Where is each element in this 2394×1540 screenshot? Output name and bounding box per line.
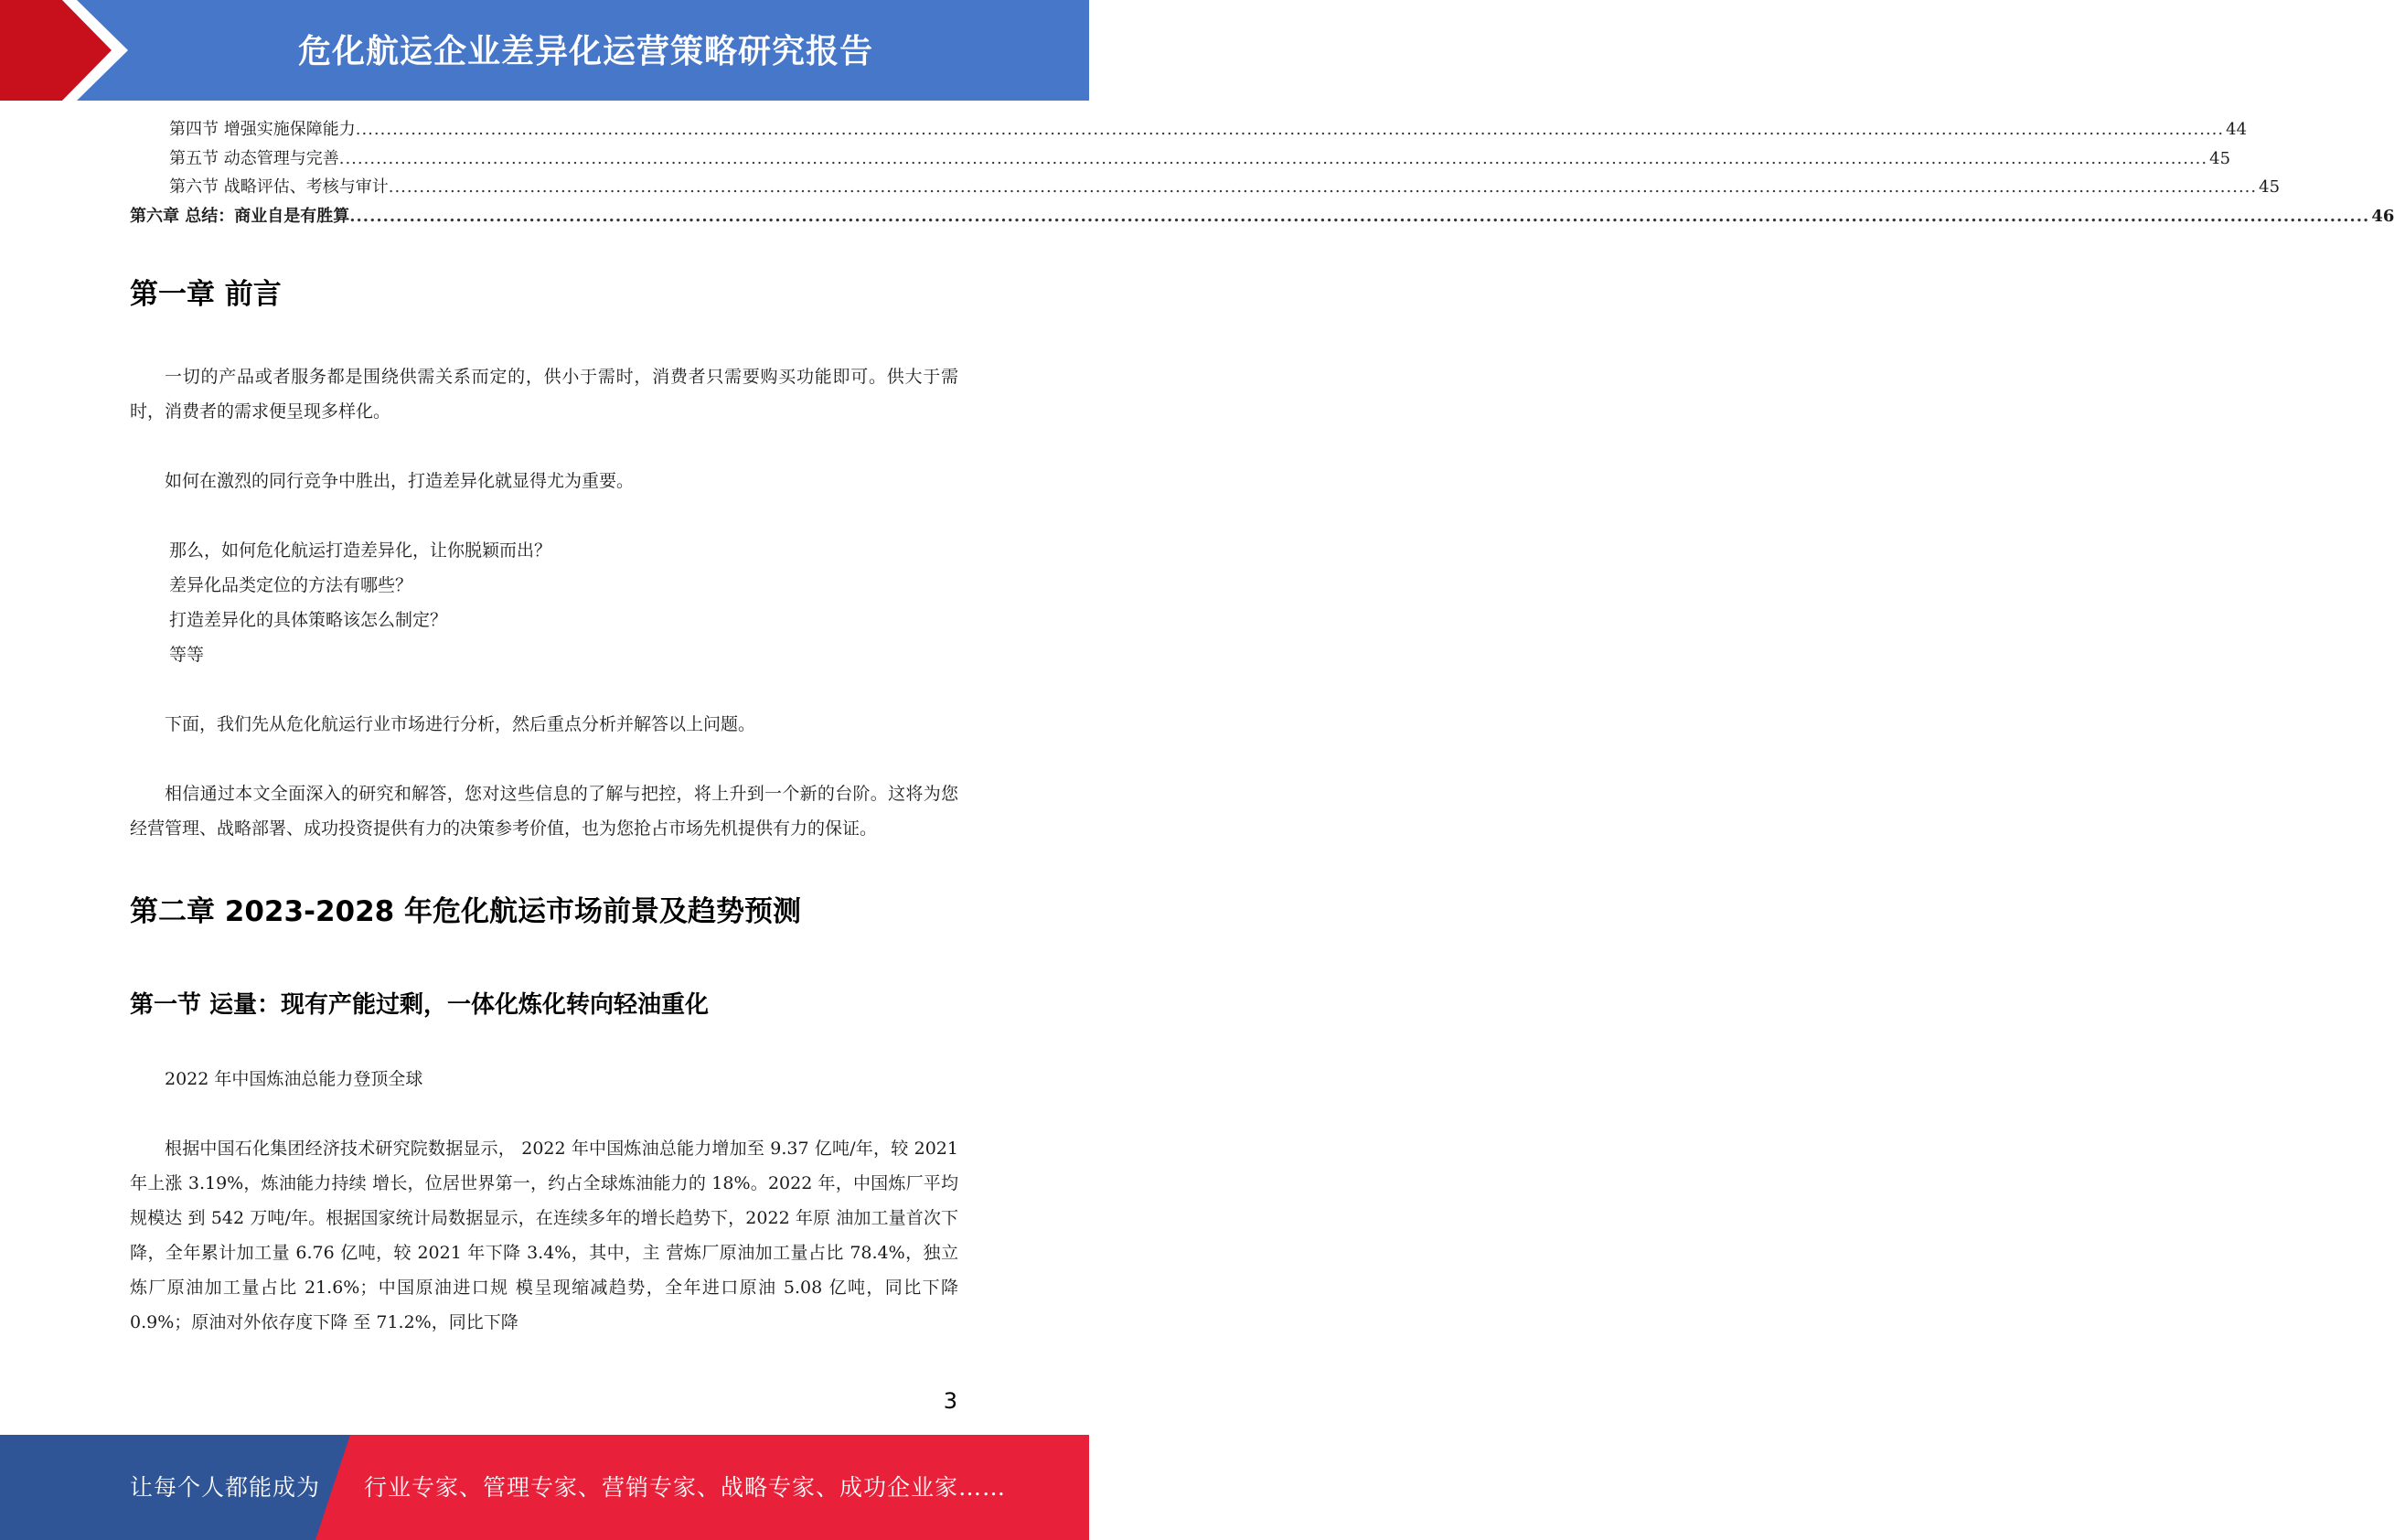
paragraph: 下面，我们先从危化航运行业市场进行分析，然后重点分析并解答以上问题。 (165, 714, 756, 734)
footer-slogan-right: 行业专家、管理专家、营销专家、战略专家、成功企业家…… (364, 1474, 1007, 1501)
subtitle: 2022 年中国炼油总能力登顶全球 (165, 1069, 423, 1089)
toc-leader-dots (389, 173, 2257, 202)
toc-entry-text: 第六节 战略评估、考核与审计 (169, 177, 389, 197)
toc-entry-text: 第六章 总结：商业自是有胜算 (130, 206, 350, 226)
toc-leader-dots (349, 202, 2369, 231)
toc-leader-dots (339, 144, 2207, 174)
question-list (130, 533, 958, 672)
question-item: 差异化品类定位的方法有哪些？ (169, 575, 413, 595)
toc-entry-text: 第五节 动态管理与完善 (169, 148, 339, 168)
chapter-2-heading: 第二章 2023-2028 年危化航运市场前景及趋势预测 (130, 895, 802, 928)
toc-page-number: 44 (2226, 120, 2248, 139)
table-of-contents (130, 115, 2394, 230)
toc-entry-chapter[interactable] (130, 202, 2394, 231)
paragraph: 如何在激烈的同行竞争中胜出，打造差异化就显得尤为重要。 (165, 471, 635, 491)
toc-entry[interactable] (130, 115, 2248, 144)
toc-entry[interactable] (130, 144, 2231, 174)
footer-banner (0, 1435, 1089, 1540)
question-item: 那么，如何危化航运打造差异化，让你脱颖而出？ (169, 540, 552, 561)
toc-page-number: 45 (2209, 148, 2231, 168)
section-heading: 第一节 运量：现有产能过剩，一体化炼化转向轻油重化 (130, 991, 710, 1019)
chapter-1-heading: 第一章 前言 (130, 278, 282, 311)
toc-entry-text: 第四节 增强实施保障能力 (169, 120, 356, 139)
paragraph: 根据中国石化集团经济技术研究院数据显示， 2022 年中国炼油总能力增加至 9.37 亿吨/年，较 2021 年上涨 3.19%，炼油能力持续 增长，位居世界第一，约占全球炼油能力的 18%。2022 年，中国炼厂平均规模达 到 542 万吨/年。根据国家统计局数据显示，在连续多年的增长趋势下，2022 年原 油加工量首次下降，全年累计加工量 6.76 亿吨，较 2021 年下降 3.4%，其中，主 营炼厂原油加工量占比 78.4%，独立炼厂原油加工量占比 21.6%；中国原油进口规 模呈现缩减趋势，全年进口原油 5.08 亿吨，同比下降 0.9%；原油对外依存度下降 至 71.2%，同比下降 (130, 1139, 958, 1332)
page-content (130, 115, 2394, 1332)
report-title: 危化航运企业差异化运营策略研究报告 (297, 32, 873, 70)
footer-slogan-left: 让每个人都能成为 (130, 1474, 321, 1501)
page-number: 3 (943, 1388, 957, 1414)
header-arrow-graphic (0, 0, 137, 101)
toc-leader-dots (356, 115, 2224, 144)
paragraph: 相信通过本文全面深入的研究和解答，您对这些信息的了解与把控，将上升到一个新的台阶。这将为您经营管理、战略部署、成功投资提供有力的决策参考价值，也为您抢占市场先机提供有力的保证。 (130, 784, 958, 839)
paragraph: 一切的产品或者服务都是围绕供需关系而定的，供小于需时，消费者只需要购买功能即可。供大于需时，消费者的需求便呈现多样化。 (130, 367, 958, 422)
question-item: 打造差异化的具体策略该怎么制定？ (169, 610, 448, 630)
toc-page-number: 46 (2371, 206, 2394, 226)
header-banner (0, 0, 1089, 101)
question-item: 等等 (169, 645, 205, 665)
toc-entry[interactable] (130, 173, 2281, 202)
toc-page-number: 45 (2259, 177, 2281, 197)
